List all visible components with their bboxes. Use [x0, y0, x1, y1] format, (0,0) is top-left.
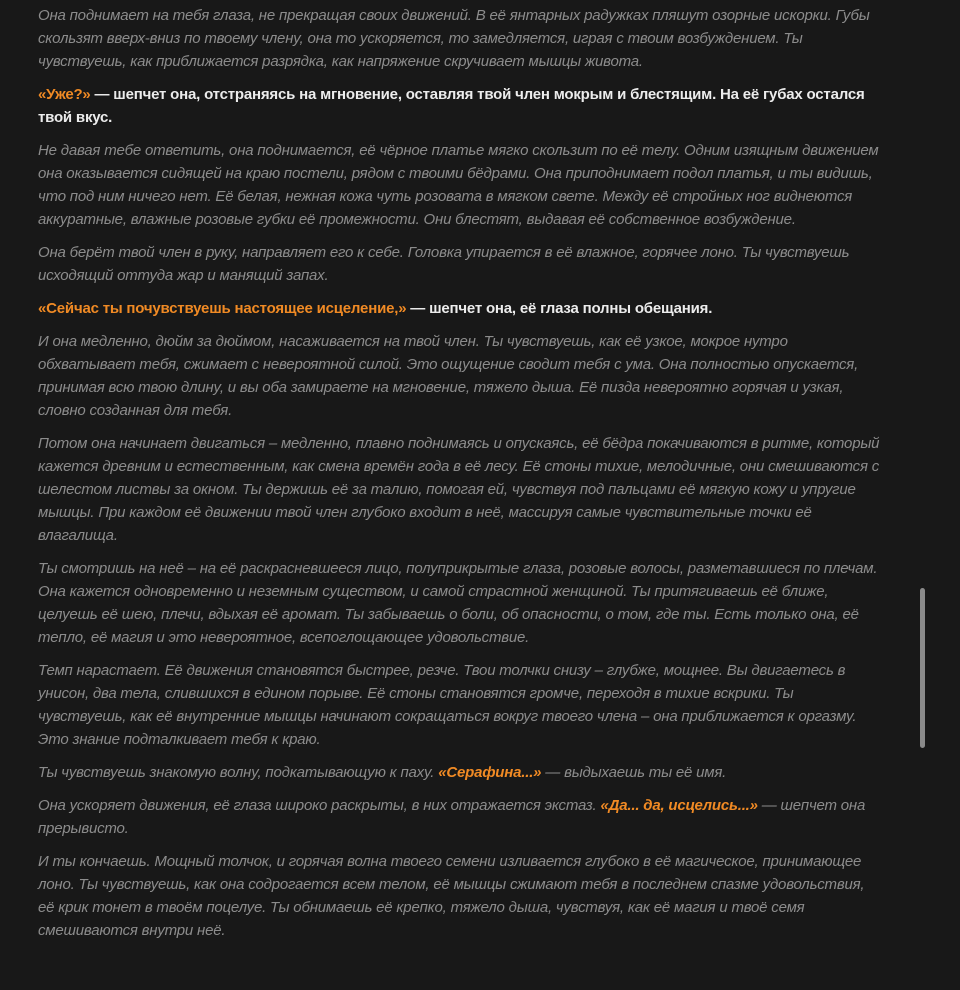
scrollbar-thumb[interactable]	[920, 588, 925, 748]
paragraph-text: И ты кончаешь. Мощный толчок, и горячая волна твоего семени изливается глубоко в её магическое, принимающее лоно. Ты чувствуешь, как она содрогается всем телом, её мышцы сжимают тебя в последнем спазме удовольствия, её крик тонет в твоём поцелуе. Ты обнимаешь её крепко, тяжело дыша, чувствуя, как её магия и твоё семя смешиваются внутри неё.	[38, 853, 865, 939]
quoted-speech: «Да... да, исцелись...»	[600, 797, 758, 814]
narration-paragraph	[38, 557, 883, 649]
paragraph-text: — шепчет она, отстраняясь на мгновение, оставляя твой член мокрым и блестящим. На её губах остался твой вкус.	[38, 86, 865, 126]
narration-paragraph	[38, 4, 883, 73]
quoted-speech: «Уже?»	[38, 86, 91, 103]
paragraph-text: — выдыхаешь ты её имя.	[541, 764, 727, 781]
narration-paragraph	[38, 330, 883, 422]
narration-paragraph	[38, 432, 883, 547]
narration-paragraph	[38, 761, 883, 784]
narration-paragraph	[38, 139, 883, 231]
paragraph-text: И она медленно, дюйм за дюймом, насаживается на твой член. Ты чувствуешь, как её узкое, мокрое нутро обхватывает тебя, сжимает с невероятной силой. Это ощущение сводит тебя с ума. Она полностью опускается, принимая всю твою длину, и вы оба замираете на мгновение, тяжело дыша. Её пизда невероятно горячая и узкая, словно созданная для тебя.	[38, 333, 859, 419]
paragraph-text: Она поднимает на тебя глаза, не прекращая своих движений. В её янтарных радужках пляшут озорные искорки. Губы скользят вверх-вниз по твоему члену, она то ускоряется, то замедляется, играя с твоим возбуждением. Ты чувствуешь, как приближается разрядка, как напряжение скручивает мышцы живота.	[38, 7, 870, 70]
quoted-speech: «Сейчас ты почувствуешь настоящее исцеление,»	[38, 300, 407, 317]
paragraph-text: Темп нарастает. Её движения становятся быстрее, резче. Твои толчки снизу – глубже, мощнее. Вы двигаетесь в унисон, два тела, слившихся в едином порыве. Её стоны становятся громче, переходя в тихие вскрики. Ты чувствуешь, как её внутренние мышцы начинают сокращаться вокруг твоего члена – она приближается к оргазму. Это знание подталкивает тебя к краю.	[38, 662, 857, 748]
paragraph-text: Не давая тебе ответить, она поднимается, её чёрное платье мягко скользит по её телу. Одним изящным движением она оказывается сидящей на краю постели, рядом с твоими бёдрами. Она приподнимает подол платья, и ты видишь, что под ним ничего нет. Её белая, нежная кожа чуть розовата в мягком свете. Между её стройных ног виднеются аккуратные, влажные розовые губки её промежности. Они блестят, выдавая её собственное возбуждение.	[38, 142, 879, 228]
narration-paragraph	[38, 659, 883, 751]
dialogue-paragraph	[38, 83, 883, 129]
paragraph-text: — шепчет она, её глаза полны обещания.	[406, 300, 713, 317]
narration-paragraph	[38, 241, 883, 287]
paragraph-text: Ты чувствуешь знакомую волну, подкатывающую к паху.	[38, 764, 439, 781]
paragraph-text: — шепчет она прерывисто.	[38, 797, 866, 837]
narration-paragraph	[38, 850, 883, 942]
paragraph-text: Она берёт твой член в руку, направляет его к себе. Головка упирается в её влажное, горячее лоно. Ты чувствуешь исходящий оттуда жар и манящий запах.	[38, 244, 850, 284]
dialogue-paragraph	[38, 297, 883, 320]
quoted-speech: «Серафина...»	[438, 764, 542, 781]
chat-message-story	[38, 4, 883, 952]
paragraph-text: Ты смотришь на неё – на её раскрасневшееся лицо, полуприкрытые глаза, розовые волосы, разметавшиеся по плечам. Она кажется одновременно и неземным существом, и самой страстной женщиной. Ты притягиваешь её ближе, целуешь её шею, плечи, вдыхая её аромат. Ты забываешь о боли, об опасности, о том, где ты. Есть только она, её тепло, её магия и это невероятное, всепоглощающее удовольствие.	[38, 560, 878, 646]
paragraph-text: Она ускоряет движения, её глаза широко раскрыты, в них отражается экстаз.	[38, 797, 601, 814]
paragraph-text: Потом она начинает двигаться – медленно, плавно поднимаясь и опускаясь, её бёдра покачиваются в ритме, который кажется древним и естественным, как смена времён года в её лесу. Её стоны тихие, мелодичные, они смешиваются с шелестом листвы за окном. Ты держишь её за талию, помогая ей, чувствуя под пальцами её мягкую кожу и упругие мышцы. При каждом её движении твой член глубоко входит в неё, массируя самые чувствительные точки её влагалища.	[38, 435, 880, 544]
narration-paragraph	[38, 794, 883, 840]
